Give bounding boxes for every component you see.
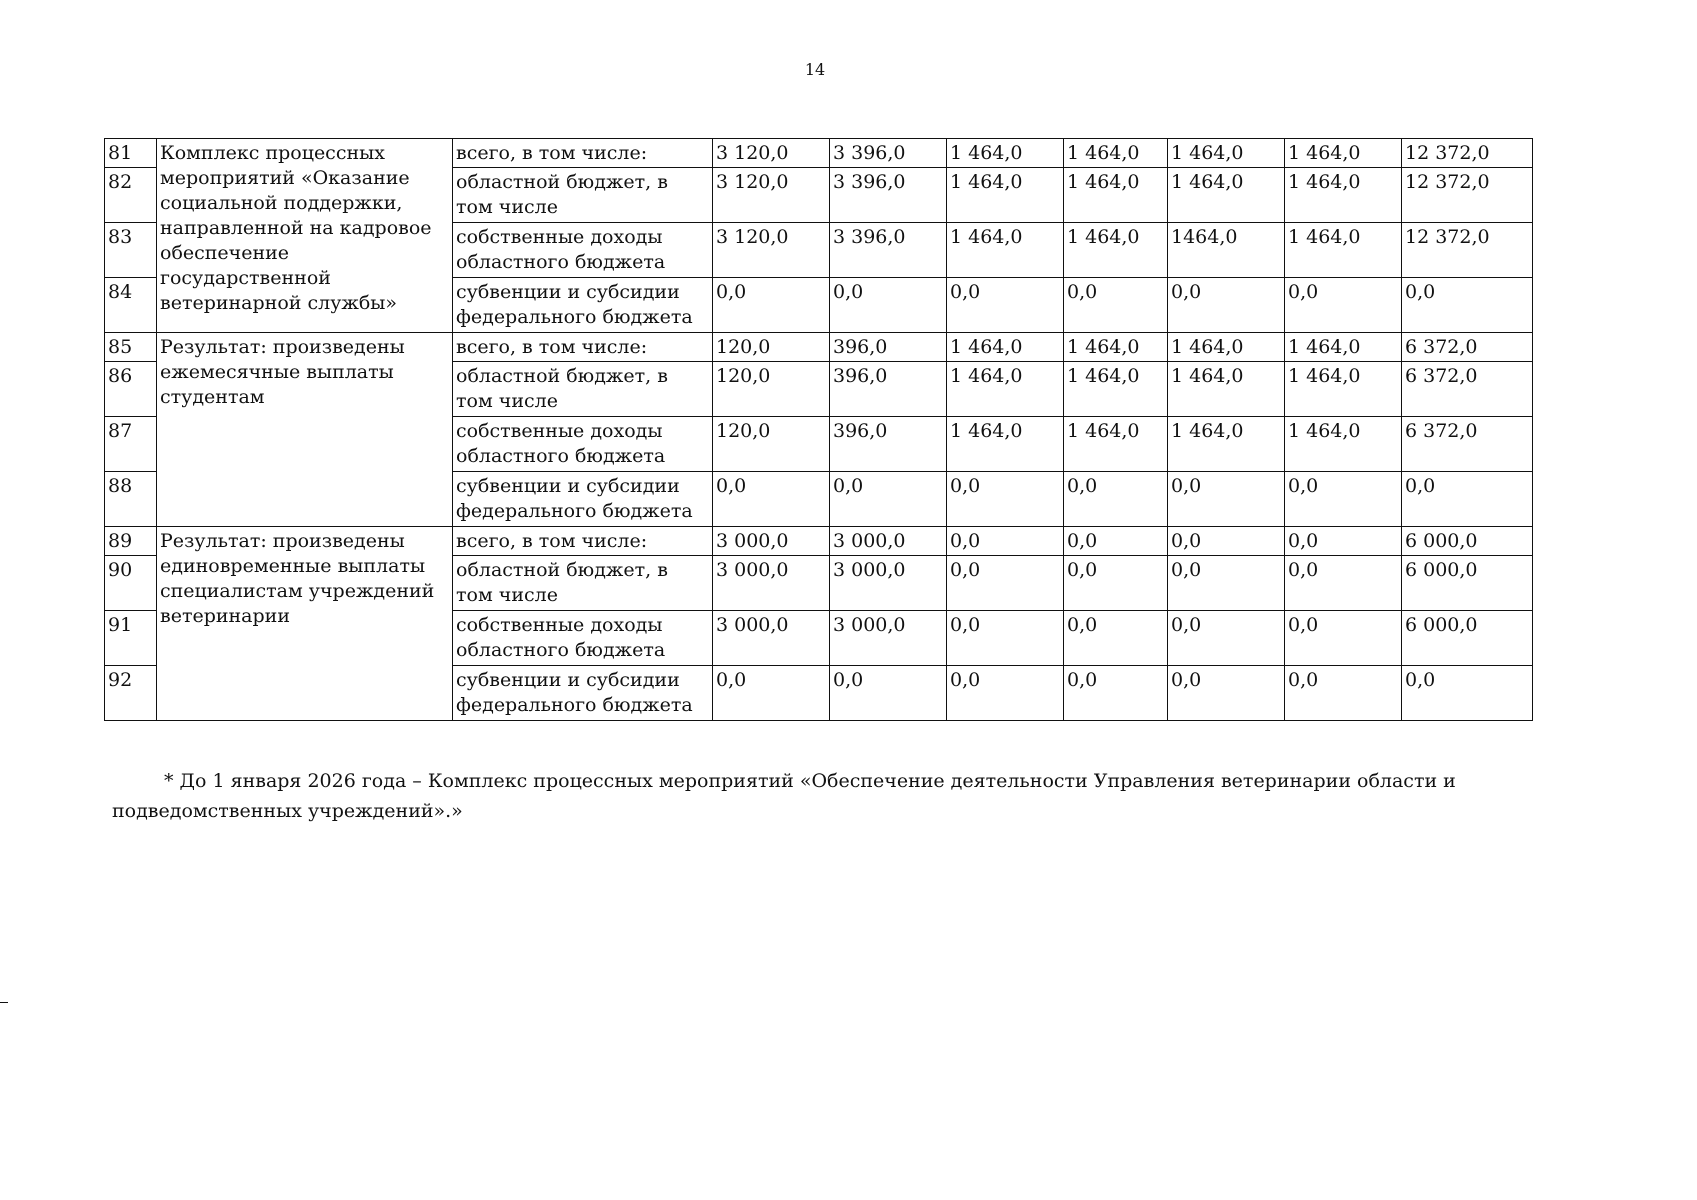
row-number: 87 — [105, 417, 157, 472]
amount-cell: 0,0 — [1402, 666, 1533, 721]
table-row — [105, 139, 1533, 168]
amount-cell: 1 464,0 — [1285, 223, 1402, 278]
amount-cell: 1464,0 — [1168, 223, 1285, 278]
amount-cell: 396,0 — [830, 333, 947, 362]
amount-cell: 3 000,0 — [713, 527, 830, 556]
row-number: 88 — [105, 472, 157, 527]
amount-cell: 3 396,0 — [830, 168, 947, 223]
amount-cell: 12 372,0 — [1402, 168, 1533, 223]
amount-cell: 3 000,0 — [830, 556, 947, 611]
amount-cell: 1 464,0 — [947, 333, 1064, 362]
program-name: Комплекс процессных мероприятий «Оказание социальной поддержки, направленной на кадровое обеспечение государственной ветеринарной службы» — [157, 139, 453, 333]
funding-source: собственные доходы областного бюджета — [453, 223, 713, 278]
program-name: Результат: произведены единовременные выплаты специалистам учреждений ветеринарии — [157, 527, 453, 721]
funding-source: собственные доходы областного бюджета — [453, 611, 713, 666]
amount-cell: 6 000,0 — [1402, 527, 1533, 556]
row-number: 92 — [105, 666, 157, 721]
funding-source: субвенции и субсидии федерального бюджета — [453, 666, 713, 721]
table-row — [105, 333, 1533, 362]
row-number: 84 — [105, 278, 157, 333]
amount-cell: 3 000,0 — [830, 527, 947, 556]
amount-cell: 0,0 — [1285, 611, 1402, 666]
amount-cell: 0,0 — [947, 527, 1064, 556]
amount-cell: 1 464,0 — [1168, 139, 1285, 168]
amount-cell: 0,0 — [1402, 278, 1533, 333]
funding-source: областной бюджет, в том числе — [453, 168, 713, 223]
table-row — [105, 527, 1533, 556]
amount-cell: 0,0 — [947, 278, 1064, 333]
amount-cell: 1 464,0 — [1285, 417, 1402, 472]
funding-source: областной бюджет, в том числе — [453, 556, 713, 611]
amount-cell: 6 372,0 — [1402, 417, 1533, 472]
row-number: 82 — [105, 168, 157, 223]
amount-cell: 1 464,0 — [1285, 333, 1402, 362]
amount-cell: 0,0 — [830, 666, 947, 721]
amount-cell: 3 396,0 — [830, 139, 947, 168]
row-number: 91 — [105, 611, 157, 666]
amount-cell: 0,0 — [1402, 472, 1533, 527]
row-number: 83 — [105, 223, 157, 278]
amount-cell: 0,0 — [713, 278, 830, 333]
amount-cell: 396,0 — [830, 362, 947, 417]
amount-cell: 3 120,0 — [713, 223, 830, 278]
amount-cell: 0,0 — [1285, 527, 1402, 556]
amount-cell: 120,0 — [713, 417, 830, 472]
amount-cell: 0,0 — [1064, 611, 1168, 666]
amount-cell: 0,0 — [1168, 611, 1285, 666]
amount-cell: 3 396,0 — [830, 223, 947, 278]
amount-cell: 1 464,0 — [947, 362, 1064, 417]
amount-cell: 6 372,0 — [1402, 362, 1533, 417]
budget-table — [104, 138, 1533, 721]
amount-cell: 1 464,0 — [1168, 362, 1285, 417]
amount-cell: 0,0 — [1285, 556, 1402, 611]
funding-source: субвенции и субсидии федерального бюджета — [453, 278, 713, 333]
funding-source: областной бюджет, в том числе — [453, 362, 713, 417]
amount-cell: 1 464,0 — [1064, 362, 1168, 417]
amount-cell: 12 372,0 — [1402, 139, 1533, 168]
amount-cell: 0,0 — [1168, 472, 1285, 527]
row-number: 89 — [105, 527, 157, 556]
amount-cell: 0,0 — [1285, 666, 1402, 721]
amount-cell: 1 464,0 — [1064, 417, 1168, 472]
funding-source: всего, в том числе: — [453, 139, 713, 168]
program-name: Результат: произведены ежемесячные выплаты студентам — [157, 333, 453, 527]
amount-cell: 0,0 — [1064, 666, 1168, 721]
amount-cell: 0,0 — [1285, 278, 1402, 333]
amount-cell: 3 120,0 — [713, 139, 830, 168]
amount-cell: 1 464,0 — [947, 168, 1064, 223]
funding-source: всего, в том числе: — [453, 527, 713, 556]
amount-cell: 1 464,0 — [1168, 333, 1285, 362]
amount-cell: 0,0 — [1064, 527, 1168, 556]
row-number: 90 — [105, 556, 157, 611]
amount-cell: 1 464,0 — [1285, 362, 1402, 417]
amount-cell: 0,0 — [1064, 278, 1168, 333]
amount-cell: 1 464,0 — [1064, 333, 1168, 362]
amount-cell: 0,0 — [947, 472, 1064, 527]
amount-cell: 120,0 — [713, 362, 830, 417]
amount-cell: 1 464,0 — [947, 417, 1064, 472]
funding-source: всего, в том числе: — [453, 333, 713, 362]
amount-cell: 3 000,0 — [830, 611, 947, 666]
amount-cell: 0,0 — [1064, 556, 1168, 611]
amount-cell: 0,0 — [1064, 472, 1168, 527]
amount-cell: 3 000,0 — [713, 556, 830, 611]
funding-source: субвенции и субсидии федерального бюджета — [453, 472, 713, 527]
amount-cell: 1 464,0 — [1064, 223, 1168, 278]
amount-cell: 0,0 — [1168, 278, 1285, 333]
amount-cell: 120,0 — [713, 333, 830, 362]
amount-cell: 0,0 — [947, 666, 1064, 721]
amount-cell: 0,0 — [830, 472, 947, 527]
amount-cell: 6 000,0 — [1402, 556, 1533, 611]
amount-cell: 1 464,0 — [1285, 139, 1402, 168]
amount-cell: 12 372,0 — [1402, 223, 1533, 278]
amount-cell: 396,0 — [830, 417, 947, 472]
amount-cell: 0,0 — [1168, 556, 1285, 611]
amount-cell: 6 000,0 — [1402, 611, 1533, 666]
amount-cell: 0,0 — [1168, 666, 1285, 721]
amount-cell: 1 464,0 — [947, 139, 1064, 168]
amount-cell: 1 464,0 — [1168, 168, 1285, 223]
amount-cell: 6 372,0 — [1402, 333, 1533, 362]
amount-cell: 0,0 — [947, 556, 1064, 611]
amount-cell: 0,0 — [947, 611, 1064, 666]
amount-cell: 3 000,0 — [713, 611, 830, 666]
amount-cell: 1 464,0 — [1064, 139, 1168, 168]
amount-cell: 0,0 — [1168, 527, 1285, 556]
edge-mark — [0, 1002, 8, 1003]
amount-cell: 0,0 — [713, 472, 830, 527]
row-number: 85 — [105, 333, 157, 362]
amount-cell: 1 464,0 — [1064, 168, 1168, 223]
page-number: 14 — [804, 60, 826, 79]
amount-cell: 1 464,0 — [947, 223, 1064, 278]
amount-cell: 1 464,0 — [1168, 417, 1285, 472]
amount-cell: 3 120,0 — [713, 168, 830, 223]
footnote: * До 1 января 2026 года – Комплекс процессных мероприятий «Обеспечение деятельности Управления ветеринарии области и подведомственных учреждений».» — [112, 770, 1456, 822]
amount-cell: 0,0 — [713, 666, 830, 721]
row-number: 81 — [105, 139, 157, 168]
funding-source: собственные доходы областного бюджета — [453, 417, 713, 472]
table-body — [105, 139, 1533, 721]
amount-cell: 0,0 — [1285, 472, 1402, 527]
row-number: 86 — [105, 362, 157, 417]
amount-cell: 1 464,0 — [1285, 168, 1402, 223]
amount-cell: 0,0 — [830, 278, 947, 333]
